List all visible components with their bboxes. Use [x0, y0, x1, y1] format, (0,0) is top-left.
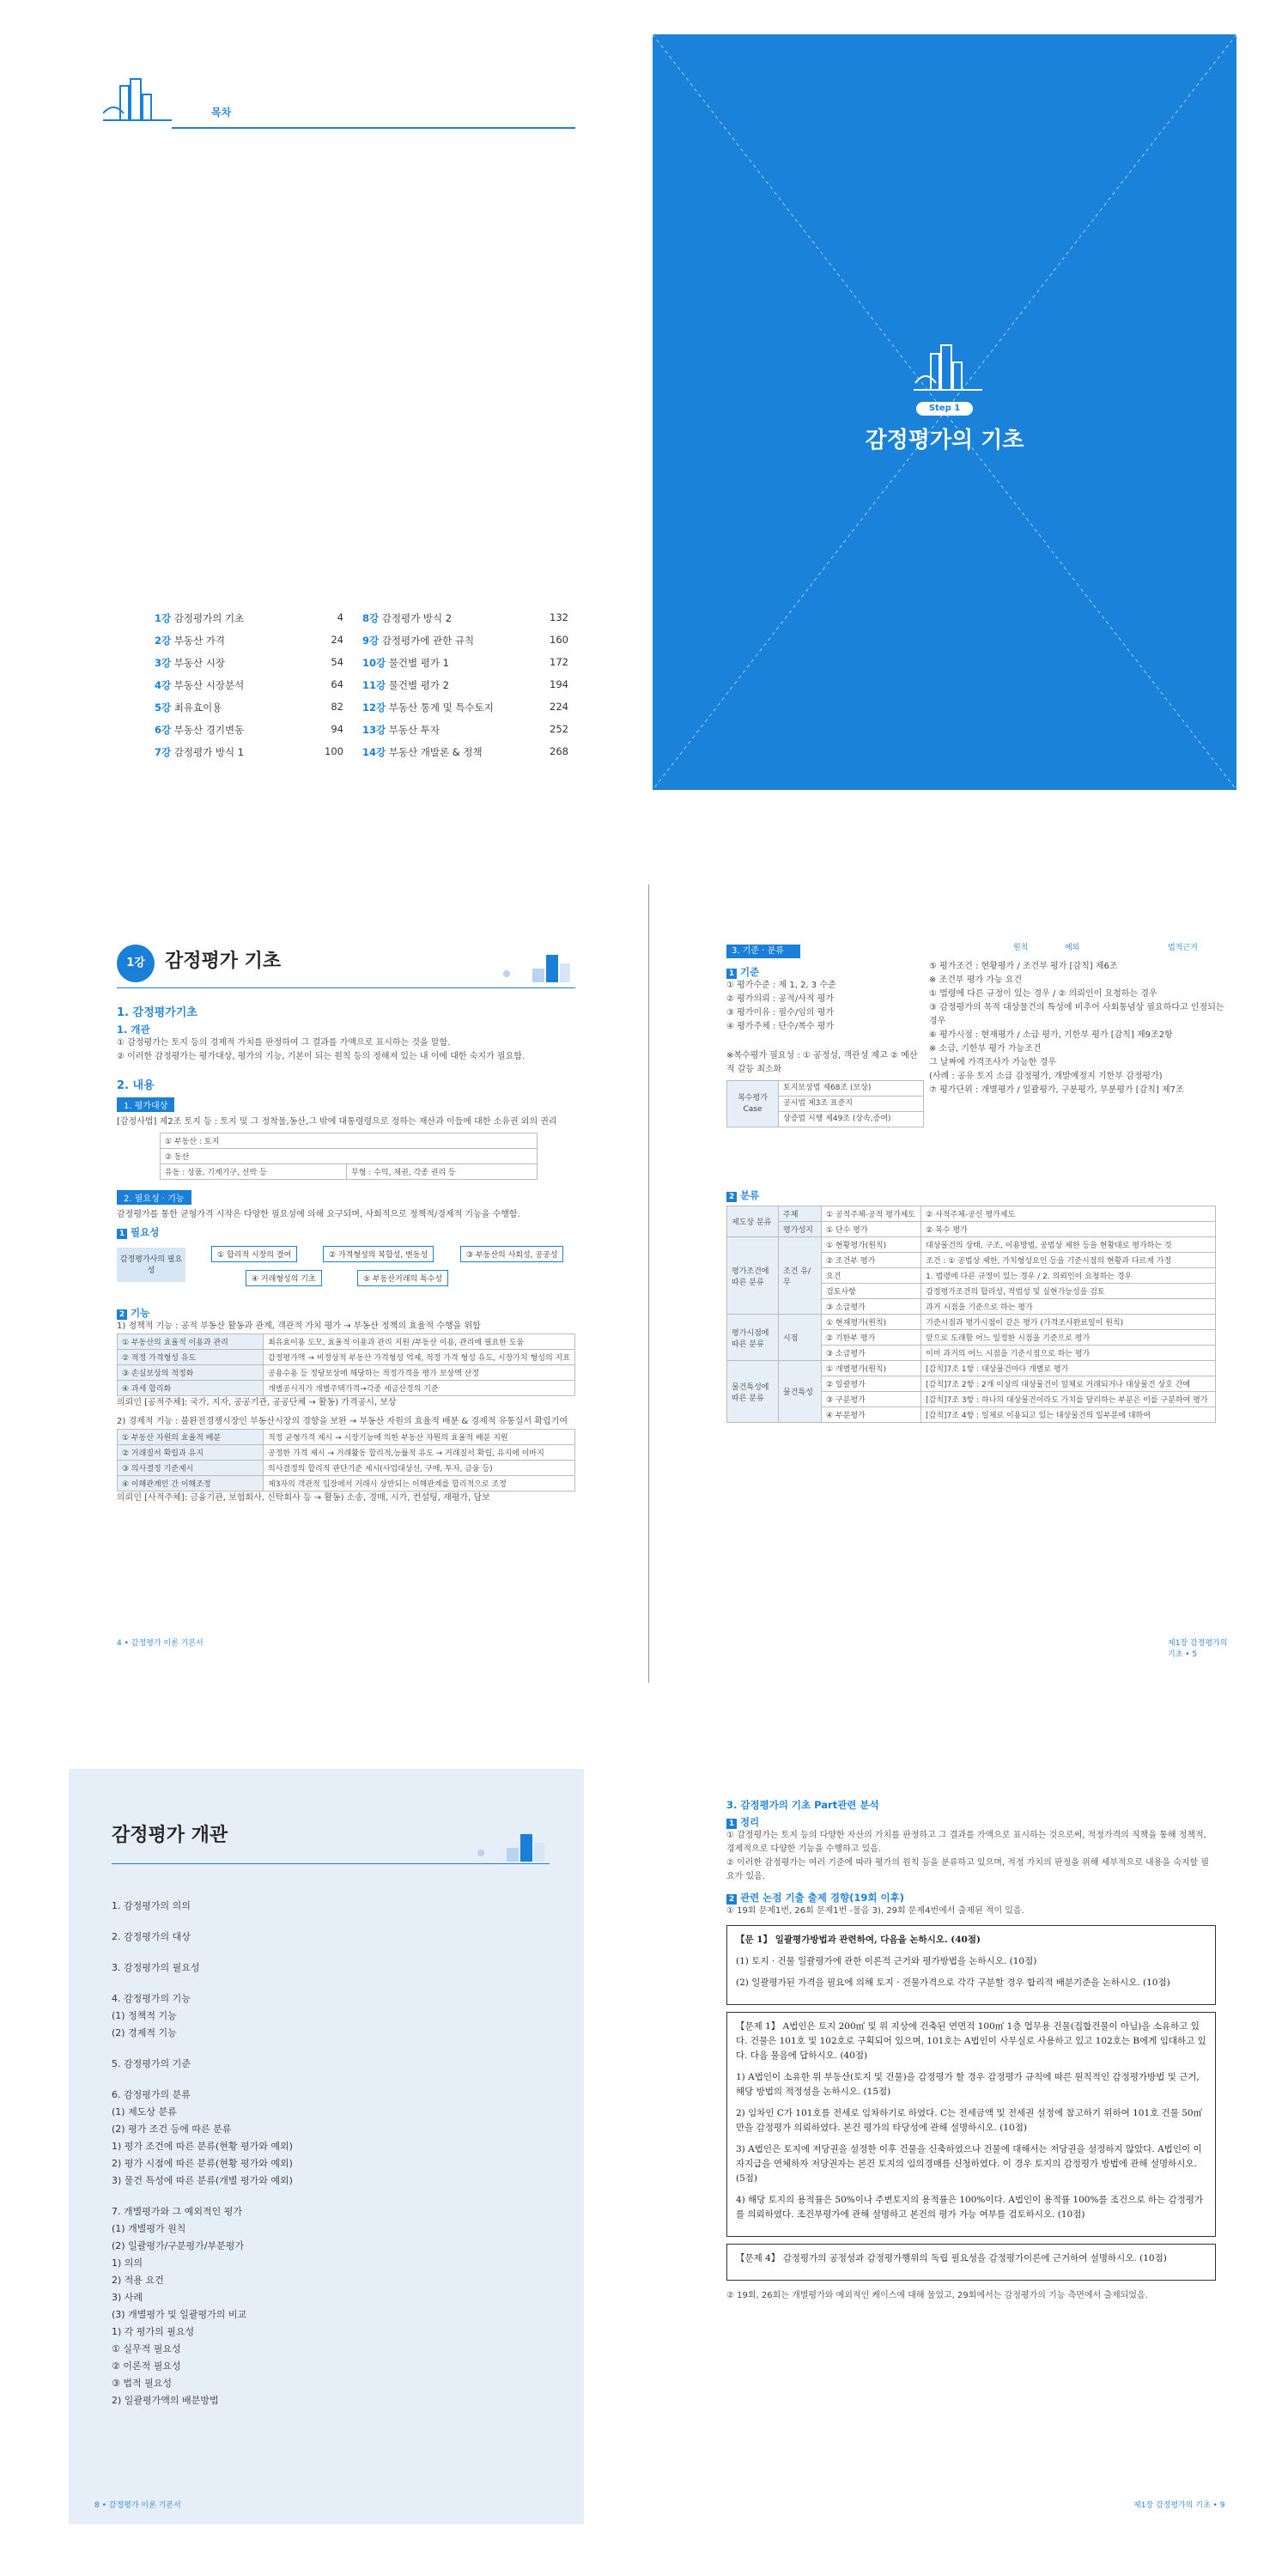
table-cell: ② 적정 가격형성 유도	[118, 1350, 264, 1365]
necessity-box: ③ 부동산의 사회성, 공공성	[460, 1246, 563, 1262]
list-item: 2) 적용 요건	[112, 2275, 164, 2286]
step-badge: Step 1	[916, 402, 973, 416]
paragraph: ① 감정평가는 토지 등의 경제적 가치를 판정하여 그 결과를 가액으로 표시하는 것을 말함.	[117, 1038, 451, 1048]
table-cell: 무형 : 수익, 채권, 각종 권리 등	[347, 1164, 538, 1180]
table-row	[118, 1365, 575, 1381]
paragraph: ② 이러한 감정평가는 평가대상, 평가의 기능, 기본이 되는 원칙 등의 정해져 있는 내 이에 대한 숙지가 필요함.	[117, 1052, 526, 1061]
toc-page-number: 4	[337, 611, 343, 623]
necessity-box: ⑤ 부동산거래의 특수성	[357, 1270, 448, 1286]
toc-entry[interactable]: 11강 물건별 평가 2 194	[362, 678, 568, 691]
toc-page-number: 100	[325, 745, 343, 757]
toc-page-number: 268	[550, 745, 568, 757]
economic-function-table	[117, 1429, 575, 1492]
chapter-title: 감정평가 기초	[165, 951, 282, 972]
list-item: (2) 경제적 기능	[112, 2027, 177, 2038]
building-deco-icon	[472, 1829, 550, 1863]
list-item: 그 날짜에 가격조사가 가능한 경우	[929, 1058, 1056, 1067]
subsection-heading: 2 관련 논점 기출 출제 경향(19회 이후)	[726, 1891, 1216, 1905]
paragraph: ② 이러한 감정평가는 여러 기준에 따라 평가의 원칙 등을 분류하고 있으며, 적정 가치의 판정을 위해 세부적으로 내용을 숙지할 필요가 있음.	[726, 1858, 1210, 1881]
toc-entry[interactable]: 9강 감정평가에 관한 규칙 160	[362, 634, 568, 647]
question-item: (1) 토지 · 건물 일괄평가에 관한 이론적 근거와 평가방법을 논하시오. (10점)	[736, 1956, 1037, 1966]
chapter-badge: 1강	[117, 945, 155, 982]
case-table	[726, 1080, 924, 1127]
topic-tag: 2. 필요성 · 기능	[117, 1190, 191, 1205]
list-item: ② 평가의뢰 : 공적/사적 평가	[726, 994, 835, 1004]
subsection-heading: 1 기준	[726, 967, 924, 979]
paragraph: 의뢰인 [공적주체]: 국가, 지자, 공공기관, 공공단체 → 활동) 가격공시, 보상	[117, 1398, 397, 1407]
table-row	[118, 1476, 575, 1492]
list-item	[112, 2042, 550, 2056]
list-item: 1) 의의	[112, 2257, 143, 2269]
list-item: (2) 평가 조건 등에 따른 분류	[112, 2123, 232, 2135]
toc-page-number: 224	[550, 701, 568, 713]
table-cell: 상증법 시행 제49조 (상속,증여)	[779, 1112, 924, 1127]
list-item: 7. 개별평가와 그 예외적인 평가	[112, 2206, 242, 2217]
question-title: 【문제 4】 감정평가의 공정성과 감정평가행위의 독립 필요성을 감정평가이론에 근거하여 설명하시오. (10점)	[736, 2253, 1167, 2263]
list-item: ⑥ 평가시점 : 현재평가 / 소급 평가, 기한부 평가 [감칙] 제9조2항	[929, 1030, 1173, 1040]
toc-page-number: 82	[331, 701, 343, 713]
list-item	[112, 1915, 550, 1929]
chapter-page-right	[704, 902, 1236, 1674]
necessity-box: ④ 거래형성의 기초	[246, 1270, 322, 1286]
necessity-box: ① 합리적 시장의 결여	[211, 1246, 297, 1262]
toc-entry[interactable]: 7강 감정평가 방식 1 100	[155, 745, 343, 758]
list-item: ⑦ 평가단위 : 개별평가 / 일괄평가, 구분평가, 부분평가 [감칙] 제7조	[929, 1085, 1184, 1095]
topic-tag: 1. 평가대상	[117, 1097, 174, 1112]
paragraph: ① 감정평가는 토지 등의 다양한 자산의 가치를 판정하고 그 결과를 가액으로 표시하는 것으로써, 적정가격의 직책을 통해 정책적, 경제적으로 다양한 기능을 수행하고 있음.	[726, 1831, 1206, 1854]
paragraph: 2) 경제적 기능 : 불완전경쟁시장인 부동산시장의 경향을 보완 → 부동산 자원의 효율적 배분 & 경제적 유통실서 확립기여	[117, 1417, 568, 1426]
table-cell: ④ 이해관계인 간 이해조정	[118, 1476, 264, 1492]
question-item: (2) 일괄평가된 가격을 필요에 의해 토지 · 건물가격으로 각각 구분할 경우 합리적 배분기준을 논하시오. (10점)	[736, 1978, 1170, 1988]
policy-function-table	[117, 1334, 575, 1396]
list-item: ※ 소급, 기한부 평가 가능조건	[929, 1044, 1042, 1054]
list-item: 2) 평가 시점에 따른 분류(현황 평가와 예외)	[112, 2158, 293, 2169]
table-cell: ④ 과세 합리화	[118, 1381, 264, 1396]
toc-page-number: 64	[331, 678, 343, 690]
table-cell: ① 부동산의 효율적 이용과 관리	[118, 1334, 264, 1350]
paragraph: 1) 정책적 기능 : 공적 부동산 활동과 관계, 객관적 가치 평가 → 부동산 정책의 효율적 수행을 위함	[117, 1321, 481, 1331]
question-item: 3) A법인은 토지에 저당권을 설정한 이후 건물을 신축하였으나 건물에 대해서는 저당권을 설정하지 않았다. A법인이 이자지급을 연체하자 저당권자는 본건 토지의 임의경매를 신청하였다. 이 경우 토지의 감정평가 방법에 관해 설명하시오. (5점)	[736, 2144, 1202, 2184]
table-cell: 적정 균형가격 제시 → 시장기능에 의한 부동산 자원의 효율적 배분 지원	[264, 1430, 575, 1445]
table-cell: 공시법 제3조 표준지	[779, 1097, 924, 1112]
table-cell: 토지보상법 제68조 (보상)	[779, 1081, 924, 1097]
city-logo-icon	[103, 77, 172, 125]
page-divider	[648, 884, 649, 1683]
necessity-diagram	[117, 1242, 575, 1303]
page-footer: 4 • 감정평가 이론 기본서	[117, 1639, 204, 1648]
subsection-heading: 2 기능	[117, 1306, 575, 1320]
city-logo-icon	[914, 343, 982, 395]
list-item: 5. 감정평가의 기준	[112, 2058, 191, 2069]
criteria-notes	[929, 960, 1230, 1097]
table-cell: ② 동산	[161, 1149, 538, 1164]
subsection-heading: 1 정리	[726, 1815, 1216, 1829]
list-item: 3. 감정평가의 필요성	[112, 1962, 200, 1973]
list-item: ③ 법적 필요성	[112, 2378, 172, 2389]
table-cell: 제3자의 객관적 입장에서 거래시 상반되는 이해관계를 합리적으로 조정	[264, 1476, 575, 1492]
toc-entry[interactable]: 1강 감정평가의 기초 4	[155, 611, 343, 624]
table-row	[118, 1430, 575, 1445]
necessity-main-box: 감정평가사의 필요성	[117, 1248, 185, 1282]
list-item: (3) 개별평가 및 일괄평가의 비교	[112, 2309, 247, 2320]
list-item: ③ 감정평가의 목적 대상물건의 특성에 비추어 사회통념상 필요하다고 인정되는 경우	[929, 1003, 1224, 1026]
question-title: 【문제 1】 A법인은 토지 200㎡ 및 위 지상에 건축된 연면적 100㎡ 1층 업무용 건물(집합건물이 아님)을 소유하고 있다. 건물은 101호 및 102호로 구획되어 있으며, 101호는 A법인이 사무실로 사용하고 있고 102호는 B에게 임대하고 있다. 다음 물음에 답하시오. (40점)	[736, 2021, 1206, 2061]
list-item: 3) 물건 특성에 따른 분류(개별 평가와 예외)	[112, 2175, 293, 2186]
question-item: 2) 임차인 C가 101호를 전세로 임차하기로 하였다. C는 전세금액 및 전세권 설정에 참고하기 위하여 101호 건물 50㎡만을 감정평가 의뢰하였다. 본건 평가의 타당성에 관해 설명하시오. (10점)	[736, 2108, 1203, 2133]
table-row	[118, 1350, 575, 1365]
list-item: ③ 평가이유 : 필수/임의 평가	[726, 1008, 835, 1018]
toc-entry[interactable]: 12강 부동산 통계 및 특수토지 224	[362, 701, 568, 714]
section-heading: 1. 감정평가기초	[117, 1006, 197, 1019]
page-footer: 제1장 감정평가의 기초 • 9	[1133, 2501, 1225, 2510]
classification-table: 제도상 분류 주체 ① 공적주체-공적 평가제도 ② 사적주체-공신 평가제도 평가성지 ① 단수 평가 ② 복수 평가 평가조건에 따른 분류 조건 유/무 ① 현황평가(원칙) 대상물건의 상태, 구조, 이용방법, 공법상 제한 등을 현황대로 평가하는 것 ② 조건부 평가 조건 : ① 공법상 제한, 가치형성요인 등을 기준시점의 현황과 다르게 가정 요건 1. 법령에 다른 규정이 있는 경우 / 2. 의뢰인이 요청하는 경우 검토사항 감정평가조건의 합리성, 적법성 및 실현가능성을 검토 ③ 소급평가 과거 시점을 기준으로 하는 평가 평가시점에 따른 분류 시점 ① 현재평가(원칙) 기준시점과 평가시점이 같은 평가 (가격조사완료일이 원칙) ② 기한부 평가 앞으로 도래할 어느 일정한 시점을 기준으로 평가 ③ 소급평가 이미 과거의 어느 시점을 기준시점으로 하는 평가 물건특성에 따른 분류 물건특성 ① 개별평가(원칙) [감칙]7조 1항 : 대상물건마다 개별로 평가 ② 일괄평가 [감칙]7조 2항 : 2개 이상의 대상물건이 일체로 거래되거나 대상물건 상호 간에 ③ 구분평가 [감칙]7조 3항 : 하나의 대상물건이라도 가치를 달리하는 부분은 이를 구분하여 평가 ④ 부분평가 [감칙]7조 4항 : 일체로 이용되고 있는 대상물건의 일부분에 대하여	[726, 1206, 1216, 1423]
toc-entry[interactable]: 14강 부동산 개발론 & 정책 268	[362, 745, 568, 758]
chapter-divider	[117, 987, 575, 988]
cover-page	[653, 34, 1236, 790]
toc-page-number: 94	[331, 723, 343, 735]
toc-page-number: 194	[550, 678, 568, 690]
exam-question-box	[726, 1925, 1216, 2005]
paragraph: 감정평가를 통한 균형가격 시작은 다양한 필요성에 의해 요구되며, 사회적으로 정책적/경제적 기능을 수행함.	[117, 1210, 520, 1219]
subsection-heading: 1. 개관	[117, 1024, 150, 1036]
table-cell: 유동 : 상품, 기계기구, 선박 등	[161, 1164, 347, 1180]
toc-page-number: 252	[550, 723, 568, 735]
list-item: (사례 : 공유 토지 소급 감정평가, 개발예정지 기한부 감정평가)	[929, 1072, 1163, 1081]
cover-title: 감정평가의 기초	[865, 428, 1024, 453]
subsection-heading: 1 필요성	[117, 1225, 575, 1239]
list-item: (1) 제도상 분류	[112, 2106, 177, 2117]
chapter-page-left	[94, 902, 575, 1674]
overview-outline	[112, 1898, 550, 2409]
list-item	[112, 1946, 550, 1959]
table-cell: ① 부동산 : 토지	[161, 1133, 538, 1149]
subsection-heading: 2 분류	[726, 1188, 1216, 1202]
toc-page-number: 54	[331, 656, 343, 668]
section-heading: 2. 내용	[117, 1079, 155, 1092]
column-head: 원칙	[1013, 944, 1029, 952]
list-item: 4. 감정평가의 기능	[112, 1993, 191, 2004]
exam-question-box	[726, 2012, 1216, 2237]
toc-divider	[172, 127, 575, 129]
list-item: (1) 개별평가 원칙	[112, 2223, 186, 2234]
topic-tag: 3. 기준 · 분류	[726, 945, 800, 958]
page-footer: 제1장 감정평가의 기초 • 5	[1168, 1639, 1228, 1659]
exam-question-box	[726, 2244, 1216, 2281]
overview-divider	[112, 1863, 550, 1864]
overview-title: 감정평가 개관	[112, 1825, 228, 1846]
toc-page-number: 172	[550, 656, 568, 668]
question-title: 【문 1】 일괄평가방법과 관련하여, 다음을 논하시오. (40점)	[736, 1935, 981, 1945]
table-cell: 의사결정의 합리적 판단기준 제시(사업대상선, 구매, 투자, 금융 등)	[264, 1461, 575, 1476]
list-item: ② 이론적 필요성	[112, 2360, 181, 2372]
list-item: 2. 감정평가의 대상	[112, 1931, 191, 1942]
toc-title: 목차	[211, 106, 232, 118]
table-row	[118, 1381, 575, 1396]
paragraph: ※복수평가 필요성 : ① 공정성, 객관성 제고 ② 예산적 갈등 최소화	[726, 1051, 918, 1074]
toc-page	[94, 52, 575, 799]
list-item: ⑤ 평가조건 : 현황평가 / 조건부 평가 [감칙] 제6조	[929, 962, 1118, 971]
column-head: 법적근거	[1168, 944, 1198, 952]
toc-entry[interactable]: 2강 부동산 가격 24	[155, 634, 343, 647]
table-cell: 공용수용 등 정당보상에 해당하는 적정가격을 평가 보상액 산정	[264, 1365, 575, 1381]
list-item: ④ 평가주체 : 단수/복수 평가	[726, 1022, 835, 1031]
toc-page-number: 132	[550, 611, 568, 623]
question-item: 4) 해당 토지의 용적률은 50%이나 주변토지의 용적률은 100%이다. A법인이 용적률 100%를 조건으로 하는 감정평가를 의뢰하였다. 조건부평가에 관해 설명하고 본건의 평가 가능 여부를 검토하시오. (10점)	[736, 2195, 1204, 2220]
building-deco-icon	[498, 950, 575, 984]
toc-page-number: 24	[331, 634, 343, 646]
list-item	[112, 1977, 550, 1990]
toc-entry[interactable]: 3강 부동산 시장 54	[155, 656, 343, 669]
basis-list	[726, 979, 924, 1034]
paragraph: ② 19회, 26회는 개별평가와 예외적인 케이스에 대해 물었고, 29회에서는 감정평가의 기능 측면에서 출제되었음.	[726, 2291, 1148, 2300]
paragraph: 의뢰인 [사적주체]: 금융기관, 보험회사, 신탁회사 등 → 활동) 소송, 경매, 시가, 컨설팅, 재평가, 담보	[117, 1493, 490, 1503]
toc-entry[interactable]: 10강 물건별 평가 1 172	[362, 656, 568, 669]
toc-entry[interactable]: 6강 부동산 경기변동 94	[155, 723, 343, 736]
table-cell: 복수평가 Case	[727, 1081, 779, 1127]
list-item: 6. 감정평가의 분류	[112, 2089, 191, 2100]
toc-header	[103, 69, 575, 129]
list-item	[112, 2190, 550, 2203]
list-item: ① 평가수준 : 제 1, 2, 3 수준	[726, 981, 836, 990]
table-row	[118, 1445, 575, 1461]
column-head: 예외	[1065, 944, 1080, 952]
list-item: ※ 조건부 평가 가능 요건	[929, 975, 1023, 985]
toc-entry[interactable]: 8강 감정평가 방식 2 132	[362, 611, 568, 624]
table-cell: ② 거래질서 확립과 유지	[118, 1445, 264, 1461]
table-row	[118, 1334, 575, 1350]
law-quote: [감정사법] 제2조 토지 등 : 토지 및 그 정착물,동산,그 밖에 대통령령으로 정하는 재산과 이들에 대한 소유권 외의 권리	[117, 1117, 557, 1127]
necessity-box: ② 가격형성의 복합성, 변동성	[323, 1246, 434, 1262]
list-item: (2) 일괄평가/구분평가/부분평가	[112, 2240, 245, 2251]
list-item: 1. 감정평가의 의의	[112, 1900, 191, 1911]
list-item: 2) 일괄평가액의 배분방법	[112, 2395, 219, 2406]
table-cell: ③ 의사결정 기준제시	[118, 1461, 264, 1476]
table-cell: ③ 손실보상의 적정화	[118, 1365, 264, 1381]
section-heading: 3. 감정평가의 기초 Part관련 분석	[726, 1799, 879, 1811]
page-footer: 8 • 감정평가 이론 기본서	[94, 2501, 181, 2510]
table-cell: 감정평가액 → 비정상적 부동산 가격형성 억제, 적정 가격 형성 유도, 시장가치 형성의 지표	[264, 1350, 575, 1365]
paragraph: ① 19회 문제1번, 26회 문제1번 -물음 3), 29회 문제4번에서 출제된 적이 있음.	[726, 1906, 1024, 1916]
table-row	[118, 1461, 575, 1476]
table-cell: 최유효이용 도모, 효율적 이용과 관리 지원 /부동산 이용, 관리에 필요한 도움	[264, 1334, 575, 1350]
table-cell: 개별공시지가 개별주택가격→각종 세금산정의 기준	[264, 1381, 575, 1396]
toc-entry[interactable]: 13강 부동산 투자 252	[362, 723, 568, 736]
table-cell: ① 부동산 자원의 효율적 배분	[118, 1430, 264, 1445]
toc-entry[interactable]: 5강 최유효이용 82	[155, 701, 343, 714]
list-item: ① 법령에 다른 규정이 있는 경우 / ② 의뢰인이 요청하는 경우	[929, 989, 1157, 999]
list-item: ① 실무적 필요성	[112, 2343, 181, 2354]
list-item: 1) 평가 조건에 따른 분류(현황 평가와 예외)	[112, 2141, 293, 2152]
overview-page	[69, 1769, 584, 2524]
object-table	[160, 1133, 538, 1180]
table-cell: 공정한 가격 제시 → 거래활동 합리적,능률적 유도 → 거래질서 확립, 유지에 이바지	[264, 1445, 575, 1461]
list-item: (1) 정책적 기능	[112, 2010, 177, 2021]
toc-entry[interactable]: 4강 부동산 시장분석 64	[155, 678, 343, 691]
toc-list	[155, 611, 567, 758]
question-item: 1) A법인이 소유한 위 부동산(토지 및 건물)을 감정평가 할 경우 감정평가 규칙에 따른 원칙적인 감정평가방법 및 근거, 해당 방법의 적정성을 논하시오. (15점)	[736, 2072, 1200, 2097]
list-item	[112, 2073, 550, 2087]
toc-page-number: 160	[550, 634, 568, 646]
analysis-page	[687, 1769, 1236, 2524]
list-item: 1) 각 평가의 필요성	[112, 2326, 195, 2337]
list-item: 3) 사례	[112, 2292, 143, 2303]
